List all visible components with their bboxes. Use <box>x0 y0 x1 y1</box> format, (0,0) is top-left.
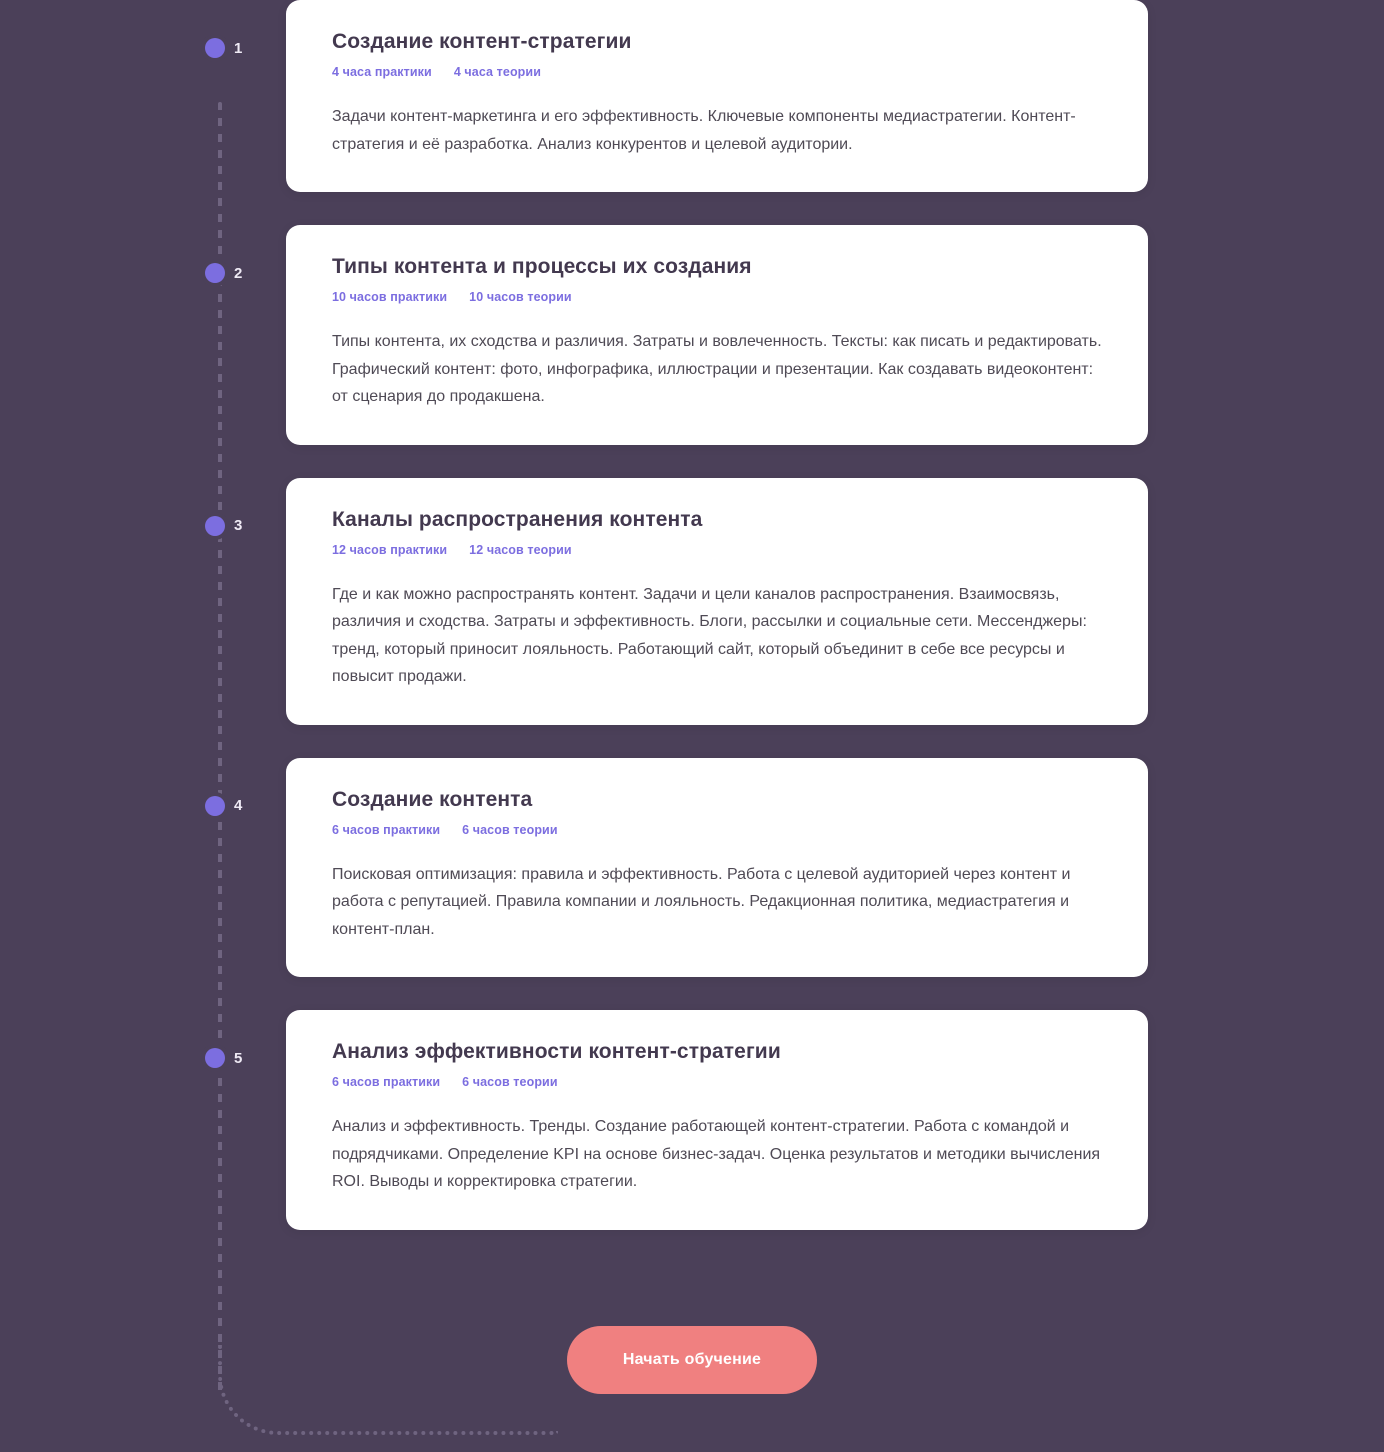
module-hours <box>332 823 1108 837</box>
module-number: 2 <box>234 264 243 282</box>
module-card[interactable] <box>286 0 1148 192</box>
module-item <box>0 0 1384 192</box>
module-description: Поисковая оптимизация: правила и эффективность. Работа с целевой аудиторией через контент и работа с репутацией. Правила компании и лояльность. Редакционная политика, медиастратегия и контент-план. <box>332 865 1071 938</box>
practice-hours: 6 часов практики <box>332 822 441 837</box>
theory-hours: 4 часа теории <box>453 65 541 79</box>
module-title: Каналы распространения контента <box>332 507 703 531</box>
start-learning-button[interactable]: Начать обучение <box>567 1326 817 1394</box>
module-marker <box>205 516 243 536</box>
theory-hours: 6 часов теории <box>462 1075 558 1090</box>
module-card[interactable] <box>286 225 1148 445</box>
practice-hours: 12 часов практики <box>332 542 448 557</box>
module-number: 1 <box>234 39 243 57</box>
module-marker <box>205 796 243 816</box>
timeline-dot-icon <box>205 263 225 283</box>
module-marker <box>205 263 243 283</box>
theory-hours: 12 часов теории <box>469 542 572 557</box>
module-item <box>0 758 1384 978</box>
module-description: Анализ и эффективность. Тренды. Создание работающей контент-стратегии. Работа с командой и подрядчиками. Определение KPI на основе бизнес-задач. Оценка результатов и методики вычисления ROI. Выводы и корректировка стратегии. <box>332 1118 1101 1191</box>
module-description: Задачи контент-маркетинга и его эффективность. Ключевые компоненты медиастратегии. Контент-стратегия и её разработка. Анализ конкурентов и целевой аудитории. <box>332 108 1076 153</box>
module-number: 4 <box>234 797 243 815</box>
module-marker <box>205 1048 243 1068</box>
timeline-dot-icon <box>205 796 225 816</box>
module-title: Типы контента и процессы их создания <box>332 255 752 279</box>
module-item <box>0 478 1384 725</box>
timeline-dot-icon <box>205 1048 225 1068</box>
module-description: Типы контента, их сходства и различия. Затраты и вовлеченность. Тексты: как писать и редактировать. Графический контент: фото, инфографика, иллюстрации и презентации. Как создавать видеоконтент: от сценария до продакшена. <box>332 333 1102 406</box>
module-hours <box>332 290 1108 304</box>
module-number: 3 <box>234 517 243 535</box>
practice-hours: 6 часов практики <box>332 1075 441 1090</box>
module-card[interactable] <box>286 1010 1148 1230</box>
module-hours <box>332 1075 1108 1089</box>
module-hours <box>332 65 1108 79</box>
module-title: Анализ эффективности контент-стратегии <box>332 1040 781 1064</box>
module-card[interactable] <box>286 478 1148 725</box>
module-description: Где и как можно распространять контент. Задачи и цели каналов распространения. Взаимосвязь, различия и сходства. Затраты и эффективность. Блоги, рассылки и социальные сети. Мессенджеры: тренд, который приносит лояльность. Работающий сайт, который объединит в себе все ресурсы и повысит продажи. <box>332 585 1087 686</box>
practice-hours: 4 часа практики <box>332 65 432 79</box>
module-marker <box>205 38 243 58</box>
module-title: Создание контент-стратегии <box>332 30 632 53</box>
theory-hours: 6 часов теории <box>462 822 558 837</box>
module-title: Создание контента <box>332 787 533 811</box>
module-number: 5 <box>234 1049 243 1067</box>
module-card[interactable] <box>286 758 1148 978</box>
module-item <box>0 1010 1384 1230</box>
timeline-dot-icon <box>205 38 225 58</box>
theory-hours: 10 часов теории <box>469 290 572 305</box>
cta-section <box>0 1326 1384 1444</box>
practice-hours: 10 часов практики <box>332 290 448 305</box>
module-hours <box>332 543 1108 557</box>
module-item <box>0 225 1384 445</box>
timeline-dot-icon <box>205 516 225 536</box>
